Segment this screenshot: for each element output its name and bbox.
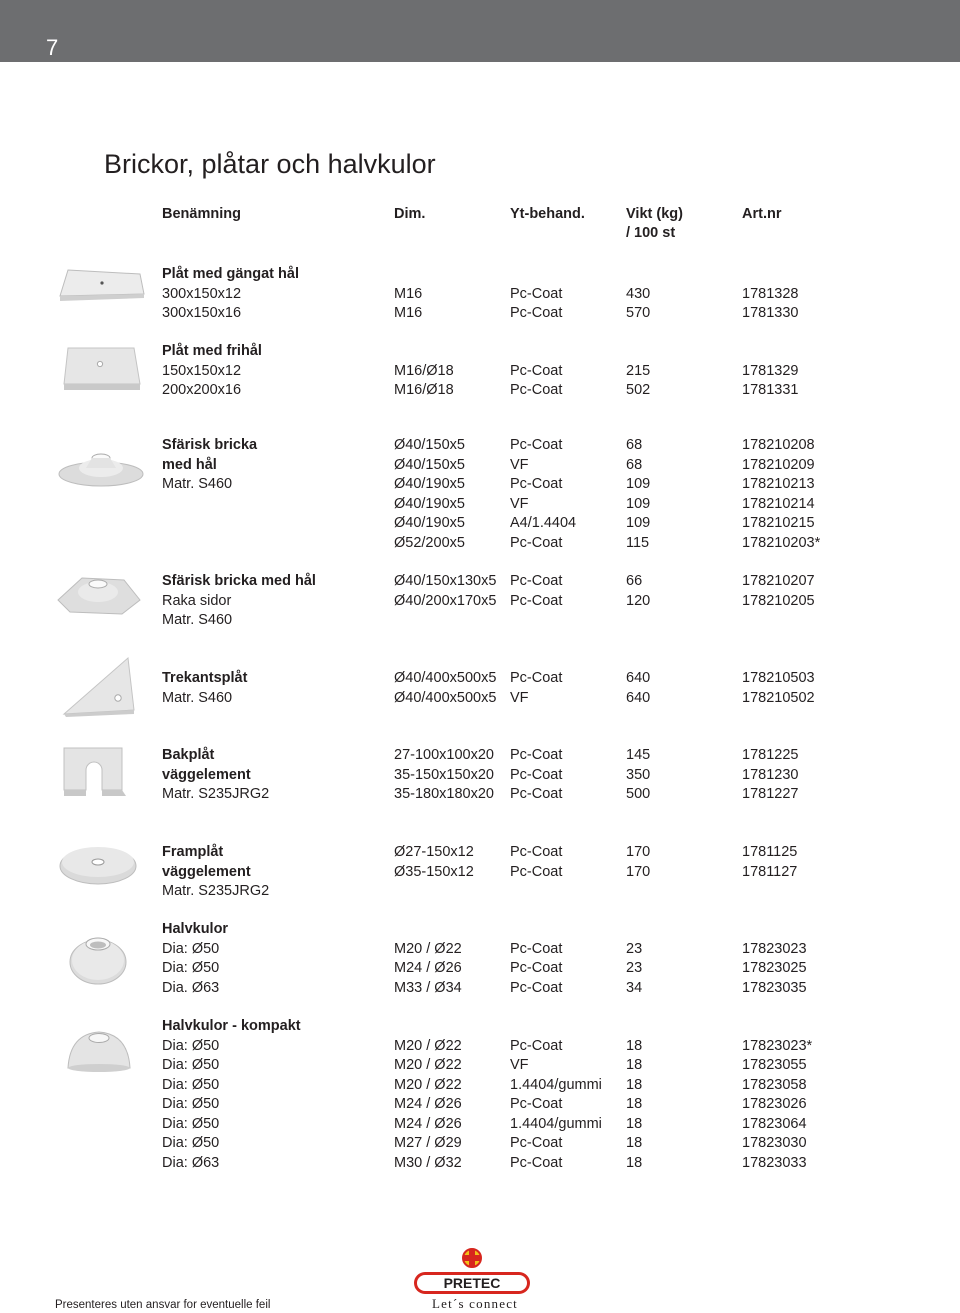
cell-dim: Ø40/400x500x5 (394, 689, 497, 706)
cell-name: Sfärisk bricka (162, 437, 258, 453)
table-row (0, 342, 960, 362)
cell-surface: Pc-Coat (510, 747, 563, 763)
table-row (0, 882, 960, 902)
half-ball-compact-image (64, 1026, 134, 1074)
cell-weight: 570 (626, 305, 651, 321)
cell-surface: Pc-Coat (510, 1135, 563, 1151)
cell-article-number: 1781227 (742, 786, 799, 802)
cell-surface: Pc-Coat (510, 863, 563, 880)
cell-article-number: 17823023 (742, 940, 807, 957)
cell-dim: M16/Ø18 (394, 362, 454, 379)
logo-brand-text: PRETEC (443, 1275, 501, 1291)
cell-weight: 18 (626, 1154, 643, 1171)
cell-name: Dia: Ø50 (162, 1057, 220, 1073)
plate-free-hole-image (60, 346, 144, 394)
cell-surface: VF (510, 456, 529, 473)
cell-surface: 1.4404/gummi (510, 1076, 602, 1093)
table-row (0, 572, 960, 592)
table-row (0, 1017, 960, 1037)
cell-weight: 502 (626, 382, 651, 398)
cell-surface: VF (510, 689, 529, 706)
cell-surface: Pc-Coat (510, 437, 563, 453)
cell-surface: 1.4404/gummi (510, 1115, 602, 1132)
cell-dim: M16 (394, 305, 423, 321)
table-row (0, 746, 960, 766)
cell-name: Matr. S460 (162, 689, 233, 706)
table-row (0, 1115, 960, 1135)
table-row (0, 940, 960, 960)
cell-surface: Pc-Coat (510, 476, 563, 492)
logo-mark-icon (463, 1249, 481, 1267)
cell-surface: Pc-Coat (510, 382, 563, 398)
cell-weight: 34 (626, 979, 643, 996)
cell-dim: Ø40/200x170x5 (394, 592, 497, 609)
cell-dim: M20 / Ø22 (394, 940, 462, 957)
cell-dim: M24 / Ø26 (394, 1115, 462, 1132)
cell-surface: Pc-Coat (510, 305, 563, 321)
cell-article-number: 178210214 (742, 495, 815, 512)
cell-surface: A4/1.4404 (510, 515, 577, 531)
cell-surface: VF (510, 495, 529, 512)
table-row (0, 689, 960, 709)
cell-name: väggelement (162, 863, 251, 880)
cell-dim: 35-150x150x20 (394, 766, 494, 783)
header-name: Benämning (162, 206, 241, 222)
table-row (0, 785, 960, 805)
half-ball-image (66, 930, 130, 986)
cell-article-number: 1781125 (742, 844, 798, 860)
table-row (0, 1095, 960, 1115)
cell-surface: Pc-Coat (510, 1096, 563, 1112)
cell-article-number: 1781225 (742, 747, 799, 763)
cell-weight: 430 (626, 285, 651, 302)
cell-name: Framplåt (162, 844, 224, 860)
page-number: 7 (46, 35, 59, 60)
cell-name: Raka sidor (162, 592, 232, 609)
cell-article-number: 17823035 (742, 979, 807, 996)
cell-article-number: 178210205 (742, 592, 815, 609)
cell-surface: Pc-Coat (510, 534, 563, 551)
cell-article-number: 1781330 (742, 305, 799, 321)
plate-threaded-hole-image (56, 268, 148, 304)
table-row (0, 863, 960, 883)
table-row (0, 920, 960, 940)
cell-surface: Pc-Coat (510, 766, 563, 783)
table-row (0, 362, 960, 382)
cell-weight: 18 (626, 1057, 643, 1073)
cell-dim: Ø27-150x12 (394, 844, 474, 860)
cell-surface: Pc-Coat (510, 844, 563, 860)
cell-article-number: 178210208 (742, 437, 815, 453)
triangle-plate-image (62, 656, 136, 718)
cell-article-number: 17823026 (742, 1096, 807, 1112)
cell-surface: Pc-Coat (510, 786, 563, 802)
cell-surface: VF (510, 1057, 529, 1073)
cell-weight: 120 (626, 592, 651, 609)
header-yt: Yt-behand. (510, 206, 585, 222)
cell-name: Plåt med gängat hål (162, 266, 299, 282)
cell-name: Matr. S235JRG2 (162, 786, 270, 802)
cell-name: Dia: Ø50 (162, 1115, 220, 1132)
table-row (0, 1154, 960, 1174)
cell-weight: 170 (626, 863, 651, 880)
cell-dim: Ø40/150x5 (394, 437, 465, 453)
cell-weight: 23 (626, 960, 643, 976)
cell-name: Dia: Ø50 (162, 1096, 220, 1112)
cell-name: Sfärisk bricka med hål (162, 573, 316, 589)
cell-weight: 640 (626, 670, 651, 686)
cell-name: Dia: Ø50 (162, 1135, 220, 1151)
cell-dim: M16 (394, 285, 423, 302)
footer-disclaimer: Presenteres uten ansvar for eventuelle feil (55, 1299, 271, 1311)
cell-name: 300x150x16 (162, 305, 242, 321)
table-row (0, 669, 960, 689)
cell-dim: 27-100x100x20 (394, 747, 494, 763)
spherical-washer-straight-sides-image (52, 570, 144, 618)
cell-surface: Pc-Coat (510, 960, 563, 976)
cell-name: Matr. S235JRG2 (162, 883, 270, 899)
table-row (0, 592, 960, 612)
cell-article-number: 178210503 (742, 670, 815, 686)
cell-name: Halvkulor - kompakt (162, 1018, 301, 1034)
cell-weight: 115 (626, 534, 650, 551)
cell-dim: M20 / Ø22 (394, 1076, 462, 1093)
cell-surface: Pc-Coat (510, 670, 563, 686)
cell-dim: M16/Ø18 (394, 382, 454, 398)
cell-weight: 66 (626, 573, 643, 589)
table-row (0, 514, 960, 534)
cell-article-number: 178210209 (742, 456, 815, 473)
cell-weight: 215 (626, 362, 651, 379)
header-dim: Dim. (394, 206, 426, 222)
front-plate-image (58, 844, 138, 886)
cell-article-number: 17823025 (742, 960, 807, 976)
cell-surface: Pc-Coat (510, 1154, 563, 1171)
spherical-washer-image (56, 444, 146, 490)
cell-name: Matr. S460 (162, 612, 233, 628)
cell-name: Plåt med frihål (162, 343, 262, 359)
cell-surface: Pc-Coat (510, 573, 563, 589)
cell-weight: 18 (626, 1096, 643, 1112)
table-row (0, 766, 960, 786)
cell-article-number: 1781328 (742, 285, 799, 302)
cell-dim: Ø40/190x5 (394, 495, 465, 512)
cell-dim: M24 / Ø26 (394, 960, 462, 976)
cell-name: Matr. S460 (162, 476, 233, 492)
cell-name: 300x150x12 (162, 285, 242, 302)
table-row (0, 979, 960, 999)
cell-article-number: 178210215 (742, 515, 815, 531)
cell-name: 200x200x16 (162, 382, 242, 398)
cell-article-number: 17823058 (742, 1076, 807, 1093)
cell-dim: M33 / Ø34 (394, 979, 462, 996)
header-vikt-line2: / 100 st (626, 225, 676, 241)
cell-surface: Pc-Coat (510, 592, 563, 609)
cell-name: Dia: Ø50 (162, 1037, 220, 1054)
cell-dim: Ø40/400x500x5 (394, 670, 497, 686)
cell-weight: 145 (626, 747, 651, 763)
cell-article-number: 1781331 (742, 382, 799, 398)
cell-surface: Pc-Coat (510, 979, 563, 996)
cell-article-number: 178210203* (742, 534, 821, 551)
cell-name: Dia: Ø50 (162, 960, 220, 976)
cell-weight: 68 (626, 437, 643, 453)
cell-weight: 350 (626, 766, 651, 783)
cell-article-number: 178210213 (742, 476, 815, 492)
table-row (0, 381, 960, 401)
cell-weight: 18 (626, 1115, 643, 1132)
cell-weight: 23 (626, 940, 643, 957)
cell-surface: Pc-Coat (510, 362, 563, 379)
cell-dim: 35-180x180x20 (394, 786, 494, 802)
cell-name: Dia: Ø63 (162, 1154, 220, 1171)
cell-article-number: 17823033 (742, 1154, 807, 1171)
cell-name: Dia. Ø63 (162, 979, 220, 996)
cell-name: med hål (162, 456, 217, 473)
cell-weight: 109 (626, 495, 651, 512)
cell-article-number: 17823023* (742, 1037, 813, 1054)
cell-surface: Pc-Coat (510, 1037, 563, 1054)
cell-dim: M30 / Ø32 (394, 1154, 462, 1171)
cell-dim: Ø40/150x130x5 (394, 573, 497, 589)
cell-article-number: 1781329 (742, 362, 799, 379)
table-row (0, 1056, 960, 1076)
cell-weight: 68 (626, 456, 643, 473)
cell-dim: Ø52/200x5 (394, 534, 465, 551)
cell-dim: Ø40/150x5 (394, 456, 465, 473)
table-row (0, 495, 960, 515)
table-row (0, 534, 960, 554)
cell-article-number: 178210502 (742, 689, 815, 706)
cell-name: Dia: Ø50 (162, 940, 220, 957)
table-row (0, 1076, 960, 1096)
cell-weight: 500 (626, 786, 651, 802)
table-row (0, 611, 960, 631)
cell-weight: 170 (626, 844, 651, 860)
cell-article-number: 17823030 (742, 1135, 807, 1151)
header-art: Art.nr (742, 206, 782, 222)
table-row (0, 304, 960, 324)
cell-name: Dia: Ø50 (162, 1076, 220, 1093)
cell-name: 150x150x12 (162, 362, 242, 379)
cell-article-number: 178210207 (742, 573, 815, 589)
cell-weight: 109 (626, 515, 651, 531)
cell-weight: 640 (626, 689, 651, 706)
table-row (0, 1037, 960, 1057)
cell-weight: 18 (626, 1076, 643, 1093)
table-row (0, 959, 960, 979)
cell-dim: Ø35-150x12 (394, 863, 474, 880)
table-row (0, 843, 960, 863)
cell-dim: M27 / Ø29 (394, 1135, 462, 1151)
back-plate-image (62, 746, 128, 798)
cell-name: Bakplåt (162, 747, 215, 763)
cell-dim: M20 / Ø22 (394, 1057, 462, 1073)
cell-surface: Pc-Coat (510, 285, 563, 302)
header-vikt-line1: Vikt (kg) (626, 206, 683, 222)
table-row (0, 1134, 960, 1154)
cell-article-number: 1781230 (742, 766, 799, 783)
cell-name: Trekantsplåt (162, 670, 248, 686)
page-tab (0, 0, 960, 62)
cell-dim: M20 / Ø22 (394, 1037, 462, 1054)
cell-surface: Pc-Coat (510, 940, 563, 957)
page-title: Brickor, plåtar och halvkulor (104, 149, 436, 179)
cell-weight: 18 (626, 1037, 643, 1054)
cell-weight: 109 (626, 476, 651, 492)
cell-article-number: 1781127 (742, 863, 798, 880)
cell-dim: M24 / Ø26 (394, 1096, 462, 1112)
cell-article-number: 17823064 (742, 1115, 807, 1132)
cell-weight: 18 (626, 1135, 643, 1151)
footer-tagline: Let´s connect (432, 1296, 518, 1311)
cell-name: Halvkulor (162, 921, 229, 937)
cell-dim: Ø40/190x5 (394, 476, 465, 492)
cell-article-number: 17823055 (742, 1057, 807, 1073)
cell-dim: Ø40/190x5 (394, 515, 465, 531)
cell-name: väggelement (162, 766, 251, 783)
